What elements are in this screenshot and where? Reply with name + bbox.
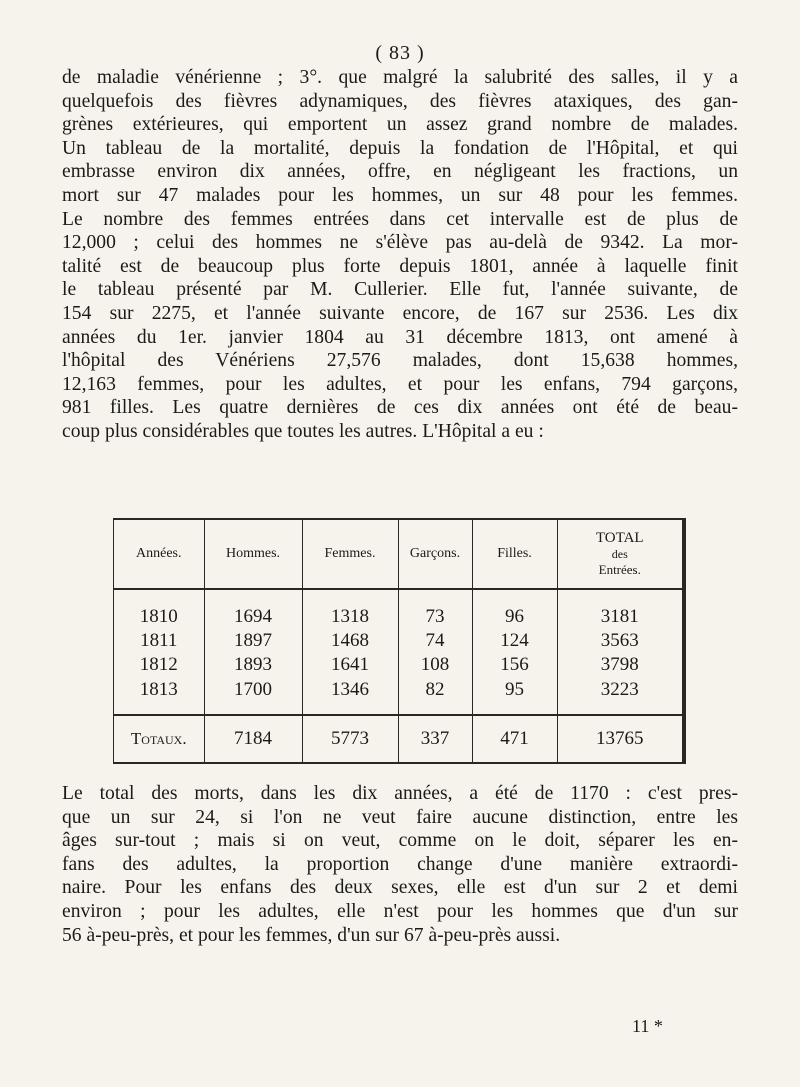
cell-garcons: 74 — [398, 629, 472, 653]
text-line: Le total des morts, dans les dix années, a été de 1170 : c'est pres- — [62, 783, 738, 804]
text-line: naire. Pour les enfans des deux sexes, elle est d'un sur 2 et demi — [62, 877, 738, 899]
cell-hommes-total: 7184 — [204, 715, 302, 762]
text-line: fans des adultes, la proportion change d'une manière extraordi- — [62, 853, 738, 875]
cell-femmes: 1318 — [302, 589, 398, 629]
text-line: 12,000 ; celui des hommes ne s'élève pas au-delà de 9342. La mor- — [62, 232, 738, 254]
text-line: environ ; pour les adultes, elle n'est pour les hommes que d'un sur — [62, 900, 738, 922]
header-total — [557, 520, 682, 589]
text-line: 154 sur 2275, et l'année suivante encore, de 167 sur 2536. Les dix — [62, 302, 738, 324]
text-line: de maladie vénérienne ; 3°. que malgré la salubrité des salles, il y a — [62, 67, 738, 88]
table-header-row — [114, 520, 682, 589]
text-line: grènes extérieures, qui emportent un assez grand nombre de malades. — [62, 114, 738, 136]
cell-annee: 1810 — [114, 589, 204, 629]
table-row — [114, 653, 682, 677]
cell-annee: 1813 — [114, 677, 204, 715]
text-line: l'hôpital des Vénériens 27,576 malades, dont 15,638 hommes, — [62, 350, 738, 372]
text-line: quelquefois des fièvres adynamiques, des fièvres ataxiques, des gan- — [62, 90, 738, 112]
cell-grand-total: 13765 — [557, 715, 682, 762]
cell-femmes: 1346 — [302, 677, 398, 715]
cell-total: 3798 — [600, 654, 639, 676]
cell-hommes: 1694 — [204, 589, 302, 629]
text-line: embrasse environ dix années, offre, en négligeant les fractions, un — [62, 161, 738, 183]
signature-mark: 11 * — [632, 1016, 663, 1036]
text-line: que un sur 24, si l'on ne veut faire aucune distinction, entre les — [62, 806, 738, 828]
cell-annee: 1812 — [114, 653, 204, 677]
text-line: coup plus considérables que toutes les autres. L'Hôpital a eu : — [62, 420, 544, 442]
text-line: le tableau présenté par M. Cullerier. Elle fut, l'année suivante, de — [62, 279, 738, 301]
text-line: Le nombre des femmes entrées dans cet intervalle est de plus de — [62, 208, 738, 230]
table-row — [114, 589, 682, 629]
cell-filles: 95 — [472, 677, 557, 715]
header-femmes: Femmes. — [302, 520, 398, 589]
cell-femmes: 1468 — [302, 629, 398, 653]
cell-filles: 96 — [472, 589, 557, 629]
cell-femmes: 1641 — [302, 653, 398, 677]
cell-garcons: 108 — [398, 653, 472, 677]
header-filles: Filles. — [472, 520, 557, 589]
cell-filles: 156 — [472, 653, 557, 677]
cell-total: 3181 — [600, 605, 639, 627]
cell-garcons-total: 337 — [398, 715, 472, 762]
cell-garcons: 82 — [398, 677, 472, 715]
text-line: âges sur-tout ; mais si on veut, comme on le doit, séparer les en- — [62, 830, 738, 852]
header-total-line3: Entrées. — [598, 562, 641, 577]
cell-filles: 124 — [472, 629, 557, 653]
cell-hommes: 1897 — [204, 629, 302, 653]
header-total-line2: des — [611, 547, 628, 561]
cell-femmes-total: 5773 — [302, 715, 398, 762]
header-annees: Années. — [114, 520, 204, 589]
cell-filles-total: 471 — [472, 715, 557, 762]
cell-totaux-label: Totaux. — [114, 715, 204, 762]
text-line: Un tableau de la mortalité, depuis la fondation de l'Hôpital, et qui — [62, 137, 738, 159]
admissions-table — [113, 518, 686, 764]
header-hommes: Hommes. — [204, 520, 302, 589]
cell-garcons: 73 — [398, 589, 472, 629]
text-line: mort sur 47 malades pour les hommes, un sur 48 pour les femmes. — [62, 184, 738, 206]
table-row — [114, 629, 682, 653]
paragraph-mortality-totals — [62, 782, 738, 947]
cell-annee: 1811 — [114, 629, 204, 653]
header-garcons: Garçons. — [398, 520, 472, 589]
table-row — [114, 677, 682, 715]
cell-total: 3563 — [600, 630, 639, 652]
header-total-line1: TOTAL — [595, 530, 644, 546]
paragraph-mortality-intro — [62, 66, 738, 444]
cell-hommes: 1700 — [204, 677, 302, 715]
text-line: 56 à-peu-près, et pour les femmes, d'un sur 67 à-peu-près aussi. — [62, 924, 561, 946]
page-number: ( 83 ) — [375, 42, 425, 64]
text-line: années du 1er. janvier 1804 au 31 décembre 1813, ont amené à — [62, 326, 738, 348]
table-totals-row — [114, 715, 682, 762]
text-line: 981 filles. Les quatre dernières de ces dix années ont été de beau- — [62, 397, 738, 419]
text-line: talité est de beaucoup plus forte depuis 1801, année à laquelle finit — [62, 255, 738, 277]
cell-hommes: 1893 — [204, 653, 302, 677]
cell-total: 3223 — [600, 678, 639, 700]
text-line: 12,163 femmes, pour les adultes, et pour les enfans, 794 garçons, — [62, 373, 738, 395]
